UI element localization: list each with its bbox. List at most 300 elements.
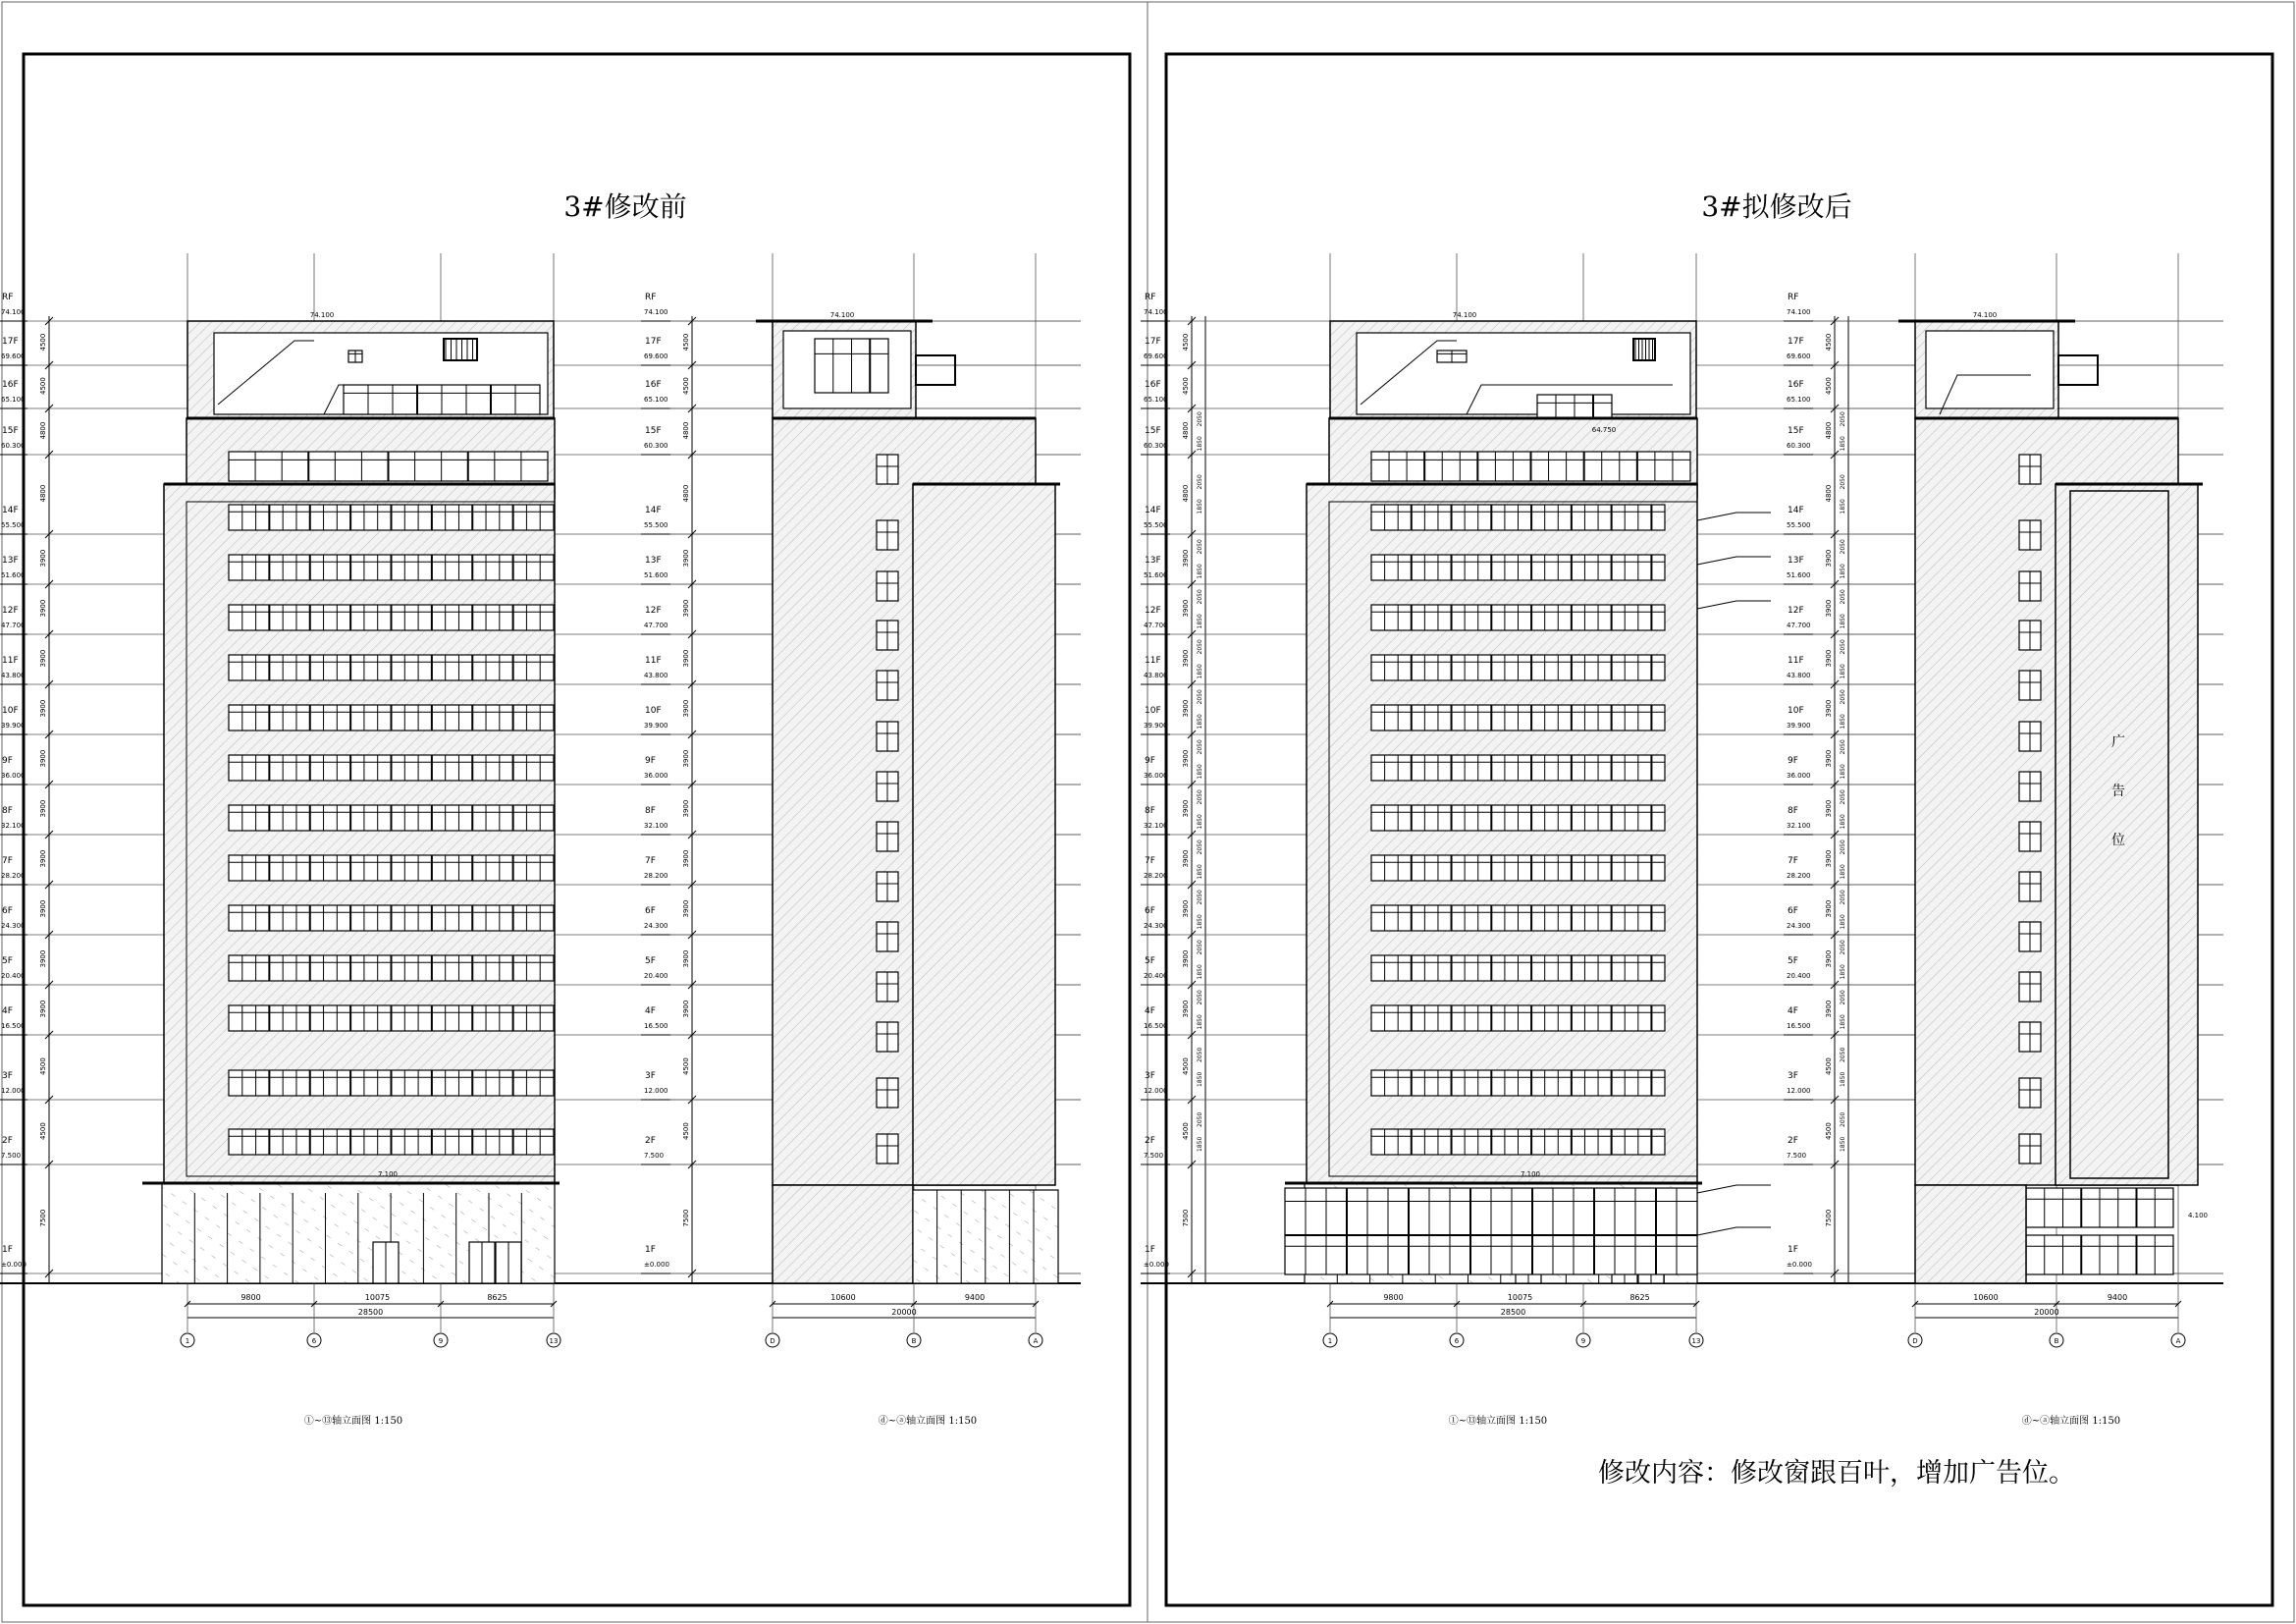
span-dimension: 8625 — [1629, 1293, 1650, 1302]
axis-label: 1 — [185, 1337, 190, 1345]
floor-height-dim: 4500 — [1182, 333, 1190, 352]
window-dim: 1850 — [1197, 436, 1203, 452]
level-elevation: 65.100 — [644, 396, 668, 404]
floor-height-dim: 4500 — [1182, 377, 1190, 395]
level-name: 16F — [2, 380, 19, 390]
level-elevation: 55.500 — [1144, 521, 1168, 529]
window-dim: 2050 — [1197, 1111, 1203, 1127]
level-elevation: 36.000 — [1144, 772, 1168, 780]
window-dim: 1850 — [1840, 714, 1846, 730]
axis-label: 9 — [1580, 1337, 1586, 1345]
floor-height-dim: 3900 — [1182, 599, 1190, 618]
floor-height-dim: 4800 — [1182, 421, 1190, 440]
level-elevation: 7.500 — [1787, 1152, 1807, 1160]
level-elevation: 43.800 — [1144, 672, 1168, 679]
level-name: 9F — [2, 756, 13, 766]
level-elevation: 24.300 — [1, 922, 26, 930]
level-name: 13F — [1788, 556, 1804, 566]
floor-height-dim: 3900 — [39, 699, 47, 718]
level-elevation: 24.300 — [644, 922, 668, 930]
level-elevation: 51.600 — [1787, 571, 1811, 579]
window-dim: 2050 — [1840, 940, 1846, 955]
floor-height-dim: 4500 — [682, 1057, 690, 1075]
floor-height-dim: 4800 — [1825, 421, 1833, 440]
window-dim: 2050 — [1840, 639, 1846, 655]
floor-height-dim: 3900 — [682, 799, 690, 818]
window-dim: 2050 — [1840, 689, 1846, 705]
window-dim: 1850 — [1197, 499, 1203, 514]
level-name: 17F — [1788, 337, 1804, 347]
floor-height-dim: 3900 — [1825, 949, 1833, 968]
panel-title-before: 3#修改前 — [563, 190, 687, 223]
floor-height-dim: 3900 — [39, 549, 47, 568]
front-elevation-caption-after: ①~⑬轴立面图 1:150 — [1448, 1416, 1548, 1427]
level-name: 11F — [2, 656, 19, 666]
span-dimension: 8625 — [487, 1293, 507, 1302]
side-balcony — [2058, 355, 2098, 385]
level-name: 3F — [1145, 1071, 1155, 1081]
span-dimension: 9800 — [1383, 1293, 1404, 1302]
level-elevation: 28.200 — [644, 872, 668, 880]
level-name: 4F — [1145, 1006, 1155, 1016]
floor-height-dim: 3900 — [682, 849, 690, 868]
level-elevation: 69.600 — [1, 352, 26, 360]
callout-leader — [1697, 601, 1736, 609]
floor-height-dim: 3900 — [682, 1000, 690, 1018]
level-name: 12F — [645, 606, 662, 616]
window-dim: 2050 — [1197, 589, 1203, 605]
level-elevation: 65.100 — [1, 396, 26, 404]
level-elevation: 16.500 — [1787, 1022, 1811, 1030]
level-elevation: 74.100 — [1787, 308, 1811, 316]
floor-height-dim: 3900 — [1825, 799, 1833, 818]
floor-height-dim: 4500 — [1825, 333, 1833, 352]
axis-label: 6 — [1454, 1337, 1460, 1345]
floor-height-dim: 3900 — [682, 649, 690, 668]
floor-height-dim: 4500 — [1825, 377, 1833, 395]
window-dim: 2050 — [1197, 839, 1203, 855]
floor-height-dim: 3900 — [39, 649, 47, 668]
level-name: 11F — [1145, 656, 1161, 666]
level-elevation: 24.300 — [1787, 922, 1811, 930]
level-elevation: 69.600 — [644, 352, 668, 360]
window-dim: 1850 — [1840, 964, 1846, 980]
level-name: 13F — [1145, 556, 1161, 566]
window-dim: 2050 — [1197, 990, 1203, 1005]
floor-height-dim: 4800 — [1825, 484, 1833, 503]
ad-text: 告 — [2111, 784, 2125, 799]
level-name: 12F — [1788, 606, 1804, 616]
window-dim: 2050 — [1840, 411, 1846, 427]
level-elevation: 60.300 — [644, 442, 668, 450]
level-name: 1F — [1145, 1245, 1155, 1255]
level-elevation: 60.300 — [1144, 442, 1168, 450]
level-elevation: 12.000 — [1144, 1087, 1168, 1095]
window-dim: 1850 — [1840, 564, 1846, 579]
roof-elevation: 74.100 — [829, 311, 855, 319]
level-elevation: 24.300 — [1144, 922, 1168, 930]
level-name: 1F — [2, 1245, 13, 1255]
level-elevation: 74.100 — [644, 308, 668, 316]
level-elevation: 55.500 — [1787, 521, 1811, 529]
axis-label: D — [1912, 1337, 1918, 1345]
window-dim: 2050 — [1197, 539, 1203, 555]
side-elevation-caption-before: ⓓ~ⓐ轴立面图 1:150 — [878, 1416, 978, 1427]
window-dim: 1850 — [1197, 764, 1203, 780]
floor-height-dim: 3900 — [682, 749, 690, 768]
span-dimension: 10075 — [364, 1293, 391, 1302]
level-name: 15F — [1145, 426, 1161, 436]
level-name: 4F — [1788, 1006, 1798, 1016]
level-name: 10F — [1145, 706, 1161, 716]
floor-height-dim: 3900 — [1182, 699, 1190, 718]
floor-height-dim: 4800 — [682, 484, 690, 503]
level-name: 3F — [2, 1071, 13, 1081]
level-elevation: 55.500 — [1, 521, 26, 529]
floor-height-dim: 3900 — [39, 849, 47, 868]
roof-elevation: 74.100 — [1972, 311, 1998, 319]
level-name: RF — [645, 293, 657, 302]
side-canopy-dimension: 4.100 — [2187, 1212, 2209, 1219]
floor-height-dim: 3900 — [682, 599, 690, 618]
level-name: 8F — [645, 806, 656, 816]
level-elevation: ±0.000 — [1144, 1261, 1169, 1269]
floor-height-dim: 3900 — [39, 899, 47, 918]
level-name: 6F — [2, 906, 13, 916]
floor-height-dim: 7500 — [1825, 1209, 1833, 1227]
level-elevation: 12.000 — [644, 1087, 668, 1095]
window-dim: 1850 — [1197, 914, 1203, 930]
level-elevation: 7.500 — [644, 1152, 665, 1160]
window-dim: 1850 — [1840, 864, 1846, 880]
window-dim: 2050 — [1840, 739, 1846, 755]
level-elevation: ±0.000 — [644, 1261, 669, 1269]
floor-height-dim: 3900 — [682, 899, 690, 918]
level-elevation: 36.000 — [1, 772, 26, 780]
window-dim: 1850 — [1197, 814, 1203, 830]
floor-height-dim: 4500 — [39, 1122, 47, 1140]
floor-height-dim: 3900 — [1182, 799, 1190, 818]
window-dim: 2050 — [1197, 1047, 1203, 1062]
level-elevation: 39.900 — [1144, 722, 1168, 730]
level-elevation: 51.600 — [644, 571, 668, 579]
window-dim: 1850 — [1840, 614, 1846, 629]
floor-height-dim: 4500 — [39, 377, 47, 395]
level-elevation: 74.100 — [1144, 308, 1168, 316]
side-balcony — [916, 355, 955, 385]
floor-height-dim: 3900 — [1825, 699, 1833, 718]
level-elevation: 16.500 — [1144, 1022, 1168, 1030]
span-dimension: 10600 — [830, 1293, 856, 1302]
floor-height-dim: 3900 — [39, 599, 47, 618]
level-elevation: 32.100 — [1787, 822, 1811, 830]
roof-dimension: 64.750 — [1591, 426, 1617, 434]
level-elevation: 39.900 — [644, 722, 668, 730]
floor-height-dim: 3900 — [1825, 1000, 1833, 1018]
level-elevation: 65.100 — [1144, 396, 1168, 404]
level-name: 3F — [645, 1071, 656, 1081]
level-name: 17F — [645, 337, 662, 347]
level-name: 1F — [645, 1245, 656, 1255]
callout-leader — [1697, 557, 1736, 565]
level-name: 6F — [1145, 906, 1155, 916]
level-name: 11F — [645, 656, 662, 666]
level-name: 9F — [1788, 756, 1798, 766]
side-elevation-after — [1784, 253, 2223, 1347]
window-dim: 1850 — [1840, 764, 1846, 780]
window-dim: 2050 — [1197, 789, 1203, 805]
window-dim: 1850 — [1840, 1136, 1846, 1152]
level-elevation: 74.100 — [1, 308, 26, 316]
span-dimension: 10600 — [1973, 1293, 1999, 1302]
level-name: 8F — [2, 806, 13, 816]
side-elevation-before — [641, 253, 1081, 1347]
window-dim: 1850 — [1197, 1136, 1203, 1152]
level-elevation: 32.100 — [644, 822, 668, 830]
panel-title-after: 3#拟修改后 — [1701, 190, 1852, 223]
level-name: 9F — [1145, 756, 1155, 766]
level-elevation: 39.900 — [1787, 722, 1811, 730]
level-name: 16F — [1788, 380, 1804, 390]
floor-height-dim: 4500 — [682, 333, 690, 352]
level-name: 6F — [1788, 906, 1798, 916]
level-name: 15F — [1788, 426, 1804, 436]
level-name: RF — [1145, 293, 1156, 302]
window-dim: 2050 — [1197, 411, 1203, 427]
span-dimension: 9400 — [964, 1293, 986, 1302]
floor-height-dim: 4500 — [1182, 1122, 1190, 1140]
canopy-dimension: 7.100 — [377, 1170, 399, 1178]
level-name: 5F — [2, 956, 13, 966]
floor-height-dim: 3900 — [1182, 1000, 1190, 1018]
floor-height-dim: 3900 — [682, 699, 690, 718]
level-name: 5F — [645, 956, 656, 966]
floor-height-dim: 3900 — [1182, 949, 1190, 968]
level-name: 2F — [1145, 1136, 1155, 1146]
total-dimension: 28500 — [1500, 1308, 1526, 1317]
floor-height-dim: 3900 — [1825, 749, 1833, 768]
side-elevation-caption-after: ⓓ~ⓐ轴立面图 1:150 — [2021, 1416, 2121, 1427]
floor-height-dim: 4800 — [39, 484, 47, 503]
total-dimension: 20000 — [891, 1308, 917, 1317]
window-dim: 1850 — [1197, 1014, 1203, 1030]
window-dim: 2050 — [1840, 789, 1846, 805]
level-name: 10F — [1788, 706, 1804, 716]
floor-height-dim: 4500 — [1825, 1057, 1833, 1075]
level-name: 2F — [645, 1136, 656, 1146]
level-elevation: 60.300 — [1787, 442, 1811, 450]
level-name: 7F — [1788, 856, 1798, 866]
level-elevation: 51.600 — [1144, 571, 1168, 579]
level-name: 9F — [645, 756, 656, 766]
axis-label: A — [2175, 1337, 2181, 1345]
floor-height-dim: 3900 — [1825, 649, 1833, 668]
window-dim: 1850 — [1197, 564, 1203, 579]
floor-height-dim: 3900 — [1182, 549, 1190, 568]
floor-height-dim: 3900 — [39, 799, 47, 818]
front-elevation-caption-before: ①~⑬轴立面图 1:150 — [303, 1416, 403, 1427]
floor-height-dim: 4500 — [1182, 1057, 1190, 1075]
floor-height-dim: 4500 — [682, 377, 690, 395]
window-dim: 2050 — [1840, 474, 1846, 490]
floor-height-dim: 3900 — [1825, 549, 1833, 568]
level-elevation: 43.800 — [1787, 672, 1811, 679]
level-elevation: 32.100 — [1144, 822, 1168, 830]
axis-label: 1 — [1327, 1337, 1333, 1345]
level-name: 2F — [1788, 1136, 1798, 1146]
level-elevation: 20.400 — [1, 972, 26, 980]
level-elevation: ±0.000 — [1787, 1261, 1812, 1269]
level-name: 4F — [645, 1006, 656, 1016]
level-name: 10F — [2, 706, 19, 716]
level-elevation: 69.600 — [1144, 352, 1168, 360]
callout-leader — [1697, 513, 1736, 520]
axis-label: 13 — [549, 1337, 559, 1345]
floor-height-dim: 7500 — [39, 1209, 47, 1227]
axis-label: A — [1033, 1337, 1039, 1345]
level-name: 13F — [645, 556, 662, 566]
floor-height-dim: 4500 — [39, 333, 47, 352]
level-elevation: 16.500 — [1, 1022, 26, 1030]
roof-elevation: 74.100 — [309, 311, 335, 319]
side-podium-wall — [773, 1185, 913, 1283]
level-name: 14F — [1788, 506, 1804, 515]
total-dimension: 28500 — [357, 1308, 384, 1317]
level-elevation: 28.200 — [1787, 872, 1811, 880]
level-name: 17F — [2, 337, 19, 347]
window-dim: 2050 — [1197, 689, 1203, 705]
level-name: 8F — [1145, 806, 1155, 816]
level-elevation: 47.700 — [1144, 622, 1168, 629]
level-name: 15F — [645, 426, 662, 436]
level-name: 13F — [2, 556, 19, 566]
floor-height-dim: 3900 — [1182, 849, 1190, 868]
floor-height-dim: 3900 — [39, 1000, 47, 1018]
level-name: 14F — [2, 506, 19, 515]
window-dim: 2050 — [1840, 539, 1846, 555]
modification-note: 修改内容：修改窗跟百叶，增加广告位。 — [1598, 1458, 2075, 1489]
window-dim: 2050 — [1197, 739, 1203, 755]
window-dim: 2050 — [1197, 639, 1203, 655]
level-name: 11F — [1788, 656, 1804, 666]
level-name: 10F — [645, 706, 662, 716]
span-dimension: 10075 — [1507, 1293, 1533, 1302]
level-elevation: 55.500 — [644, 521, 668, 529]
span-dimension: 9800 — [240, 1293, 261, 1302]
level-elevation: 47.700 — [644, 622, 668, 629]
level-name: 8F — [1788, 806, 1798, 816]
level-elevation: 16.500 — [644, 1022, 668, 1030]
level-name: 3F — [1788, 1071, 1798, 1081]
axis-label: D — [770, 1337, 775, 1345]
level-name: 15F — [2, 426, 19, 436]
level-elevation: 36.000 — [644, 772, 668, 780]
level-name: 7F — [2, 856, 13, 866]
window-dim: 2050 — [1840, 990, 1846, 1005]
ad-text: 广 — [2111, 734, 2125, 750]
window-dim: 2050 — [1197, 474, 1203, 490]
level-name: 6F — [645, 906, 656, 916]
window-dim: 1850 — [1197, 714, 1203, 730]
axis-label: 6 — [311, 1337, 317, 1345]
level-elevation: 12.000 — [1787, 1087, 1811, 1095]
window-dim: 2050 — [1840, 589, 1846, 605]
level-elevation: 20.400 — [1144, 972, 1168, 980]
window-dim: 2050 — [1197, 890, 1203, 905]
window-dim: 1850 — [1197, 664, 1203, 679]
level-elevation: 28.200 — [1, 872, 26, 880]
level-elevation: 20.400 — [1787, 972, 1811, 980]
floor-height-dim: 4500 — [39, 1057, 47, 1075]
floor-height-dim: 4800 — [1182, 484, 1190, 503]
level-name: 2F — [2, 1136, 13, 1146]
level-elevation: 60.300 — [1, 442, 26, 450]
floor-height-dim: 4500 — [682, 1122, 690, 1140]
axis-label: 13 — [1691, 1337, 1701, 1345]
level-name: 5F — [1788, 956, 1798, 966]
level-elevation: 47.700 — [1787, 622, 1811, 629]
total-dimension: 20000 — [2034, 1308, 2059, 1317]
floor-height-dim: 3900 — [682, 949, 690, 968]
axis-label: B — [911, 1337, 917, 1345]
level-name: 12F — [1145, 606, 1161, 616]
axis-label: 9 — [438, 1337, 444, 1345]
level-name: 16F — [645, 380, 662, 390]
window-dim: 1850 — [1197, 864, 1203, 880]
floor-height-dim: 3900 — [1182, 749, 1190, 768]
window-dim: 2050 — [1840, 839, 1846, 855]
level-elevation: 20.400 — [644, 972, 668, 980]
span-dimension: 9400 — [2107, 1293, 2128, 1302]
level-name: 16F — [1145, 380, 1161, 390]
level-name: 14F — [1145, 506, 1161, 515]
callout-leader — [1697, 1227, 1736, 1235]
window-dim: 1850 — [1840, 1014, 1846, 1030]
level-name: 4F — [2, 1006, 13, 1016]
floor-height-dim: 3900 — [39, 949, 47, 968]
floor-height-dim: 3900 — [1182, 899, 1190, 918]
window-dim: 1850 — [1840, 814, 1846, 830]
axis-label: B — [2054, 1337, 2059, 1345]
floor-height-dim: 3900 — [1182, 649, 1190, 668]
canopy-dimension: 7.100 — [1520, 1170, 1541, 1178]
side-wing — [913, 484, 1055, 1185]
window-dim: 1850 — [1840, 664, 1846, 679]
level-name: 7F — [645, 856, 656, 866]
level-elevation: 39.900 — [1, 722, 26, 730]
level-elevation: 43.800 — [1, 672, 26, 679]
window-dim: 1850 — [1840, 914, 1846, 930]
ad-text: 位 — [2111, 833, 2125, 848]
level-elevation: 51.600 — [1, 571, 26, 579]
level-elevation: 32.100 — [1, 822, 26, 830]
window-dim: 1850 — [1197, 614, 1203, 629]
side-podium-wall — [1915, 1185, 2026, 1283]
floor-height-dim: 4800 — [682, 421, 690, 440]
floor-height-dim: 7500 — [1182, 1209, 1190, 1227]
window-dim: 2050 — [1840, 1047, 1846, 1062]
floor-height-dim: 4800 — [39, 421, 47, 440]
window-dim: 1850 — [1197, 964, 1203, 980]
level-name: 1F — [1788, 1245, 1798, 1255]
level-name: 7F — [1145, 856, 1155, 866]
roof-elevation: 74.100 — [1452, 311, 1477, 319]
level-elevation: 47.700 — [1, 622, 26, 629]
level-elevation: 65.100 — [1787, 396, 1811, 404]
window-dim: 1850 — [1197, 1071, 1203, 1087]
window-dim: 1850 — [1840, 1071, 1846, 1087]
floor-height-dim: 7500 — [682, 1209, 690, 1227]
